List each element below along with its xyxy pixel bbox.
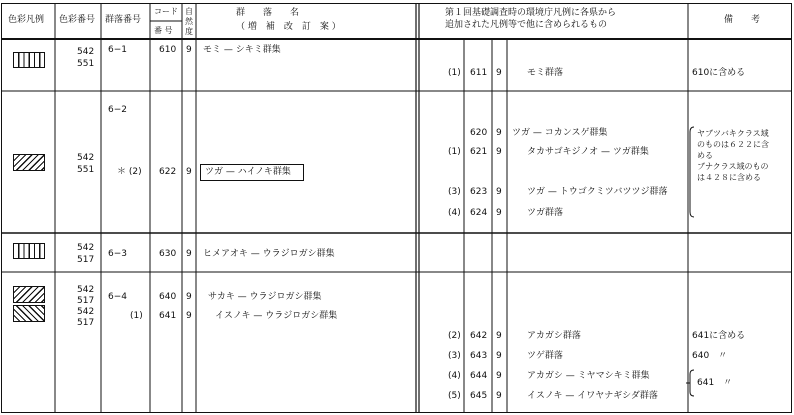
remark-line: は４２８に含める (697, 173, 761, 182)
color-code: 542 (77, 243, 95, 253)
group-no: 6−3 (108, 249, 127, 259)
legend-swatch-diagonal-hatch (13, 286, 45, 303)
header-name-sub: （ 増 補 改 訂 案 ） (236, 22, 341, 32)
legend-swatch-vertical-stripes (13, 52, 45, 68)
ref-index: (1) (448, 147, 461, 157)
ref-index: (4) (448, 208, 461, 218)
group-no: 6−1 (108, 45, 127, 55)
legend-swatch-cross-hatch (13, 305, 45, 322)
color-code: 542 (77, 285, 95, 295)
ref-index: (1) (448, 68, 461, 78)
code: 645 (470, 391, 488, 401)
community-name: モミ群落 (527, 68, 564, 78)
code: 640 (159, 292, 177, 302)
code: 624 (470, 208, 488, 218)
code: 641 (159, 311, 177, 321)
naturalness: 9 (496, 331, 502, 341)
legend-swatch-diagonal-hatch (13, 154, 45, 171)
code: 630 (159, 249, 177, 259)
color-code: 517 (77, 255, 95, 265)
remark-line: ブナクラス域のもの (697, 162, 769, 171)
code: 623 (470, 187, 488, 197)
header-name-main: 群 落 名 (236, 8, 300, 18)
header-color-code: 色彩番号 (59, 15, 96, 25)
remark: 610に含める (692, 68, 746, 78)
legend-swatch-vertical-stripes (13, 243, 45, 259)
color-code: 551 (77, 165, 95, 175)
community-name: アカガシ — ミヤマシキミ群集 (527, 371, 650, 381)
group-no: 6−2 (108, 105, 127, 115)
ref-index: (2) (448, 331, 461, 341)
code: 642 (470, 331, 488, 341)
naturalness: 9 (186, 249, 192, 259)
community-name: ツガ群落 (527, 208, 564, 218)
community-name: タカサゴキジノオ — ツガ群集 (527, 147, 649, 157)
header-color-legend: 色彩凡例 (8, 15, 45, 25)
remark-line: のものは６２２に含 (697, 140, 769, 149)
community-name: ヒメアオキ — ウラジロガシ群集 (203, 249, 335, 259)
color-code: 542 (77, 153, 95, 163)
color-code: 551 (77, 59, 95, 69)
code: 622 (159, 167, 177, 177)
community-name-highlighted: ツガ — ハイノキ群集 (200, 164, 304, 181)
header-added-line1: 第１回基礎調査時の環境庁凡例に各県から (445, 8, 617, 18)
remark: 641に含める (692, 331, 746, 341)
naturalness: 9 (186, 167, 192, 177)
community-name: ツガ — トウゴクミツバツツジ群落 (527, 187, 668, 197)
remark-line: める (697, 151, 713, 160)
naturalness: 9 (496, 147, 502, 157)
color-code: 517 (77, 318, 95, 328)
code: 620 (470, 128, 488, 138)
header-code-bottom: 番 号 (154, 26, 173, 35)
group-sub: (1) (130, 311, 143, 321)
community-name: モミ — シキミ群集 (203, 45, 281, 55)
naturalness: 9 (186, 311, 192, 321)
group-sub: ＊ (2) (117, 167, 142, 177)
naturalness: 9 (186, 45, 192, 55)
community-name: ツガ — コカンスゲ群集 (512, 128, 608, 138)
group-no: 6−4 (108, 292, 127, 302)
color-code: 542 (77, 47, 95, 57)
header-group-no: 群落番号 (105, 15, 142, 25)
remark: 640 〃 (692, 351, 728, 361)
community-name: イスノキ — ウラジロガシ群集 (215, 311, 338, 321)
naturalness: 9 (496, 187, 502, 197)
naturalness: 9 (496, 351, 502, 361)
community-name: ツゲ群落 (527, 351, 563, 361)
community-name: イスノキ — イワヤナギシダ群落 (527, 391, 658, 401)
code: 644 (470, 371, 488, 381)
naturalness: 9 (496, 68, 502, 78)
color-code: 517 (77, 296, 95, 306)
community-name: アカガシ群落 (527, 331, 581, 341)
community-name: サカキ — ウラジロガシ群集 (208, 292, 322, 302)
header-naturalness: 自然度 (185, 7, 193, 36)
naturalness: 9 (496, 128, 502, 138)
ref-index: (4) (448, 371, 461, 381)
header-code-top: コード (154, 7, 178, 16)
code: 643 (470, 351, 488, 361)
naturalness: 9 (496, 208, 502, 218)
remark-block (697, 128, 769, 183)
code: 611 (470, 68, 488, 78)
ref-index: (5) (448, 391, 461, 401)
code: 621 (470, 147, 488, 157)
remark-line: ヤブツバキクラス域 (697, 129, 769, 138)
naturalness: 9 (496, 371, 502, 381)
remark: 641 〃 (697, 378, 733, 388)
ref-index: (3) (448, 351, 461, 361)
code: 610 (159, 45, 177, 55)
naturalness: 9 (186, 292, 192, 302)
header-added-line2: 追加された凡例等で他に含められるもの (445, 20, 608, 30)
color-code: 542 (77, 307, 95, 317)
ref-index: (3) (448, 187, 461, 197)
header-remarks: 備 考 (724, 15, 761, 25)
naturalness: 9 (496, 391, 502, 401)
